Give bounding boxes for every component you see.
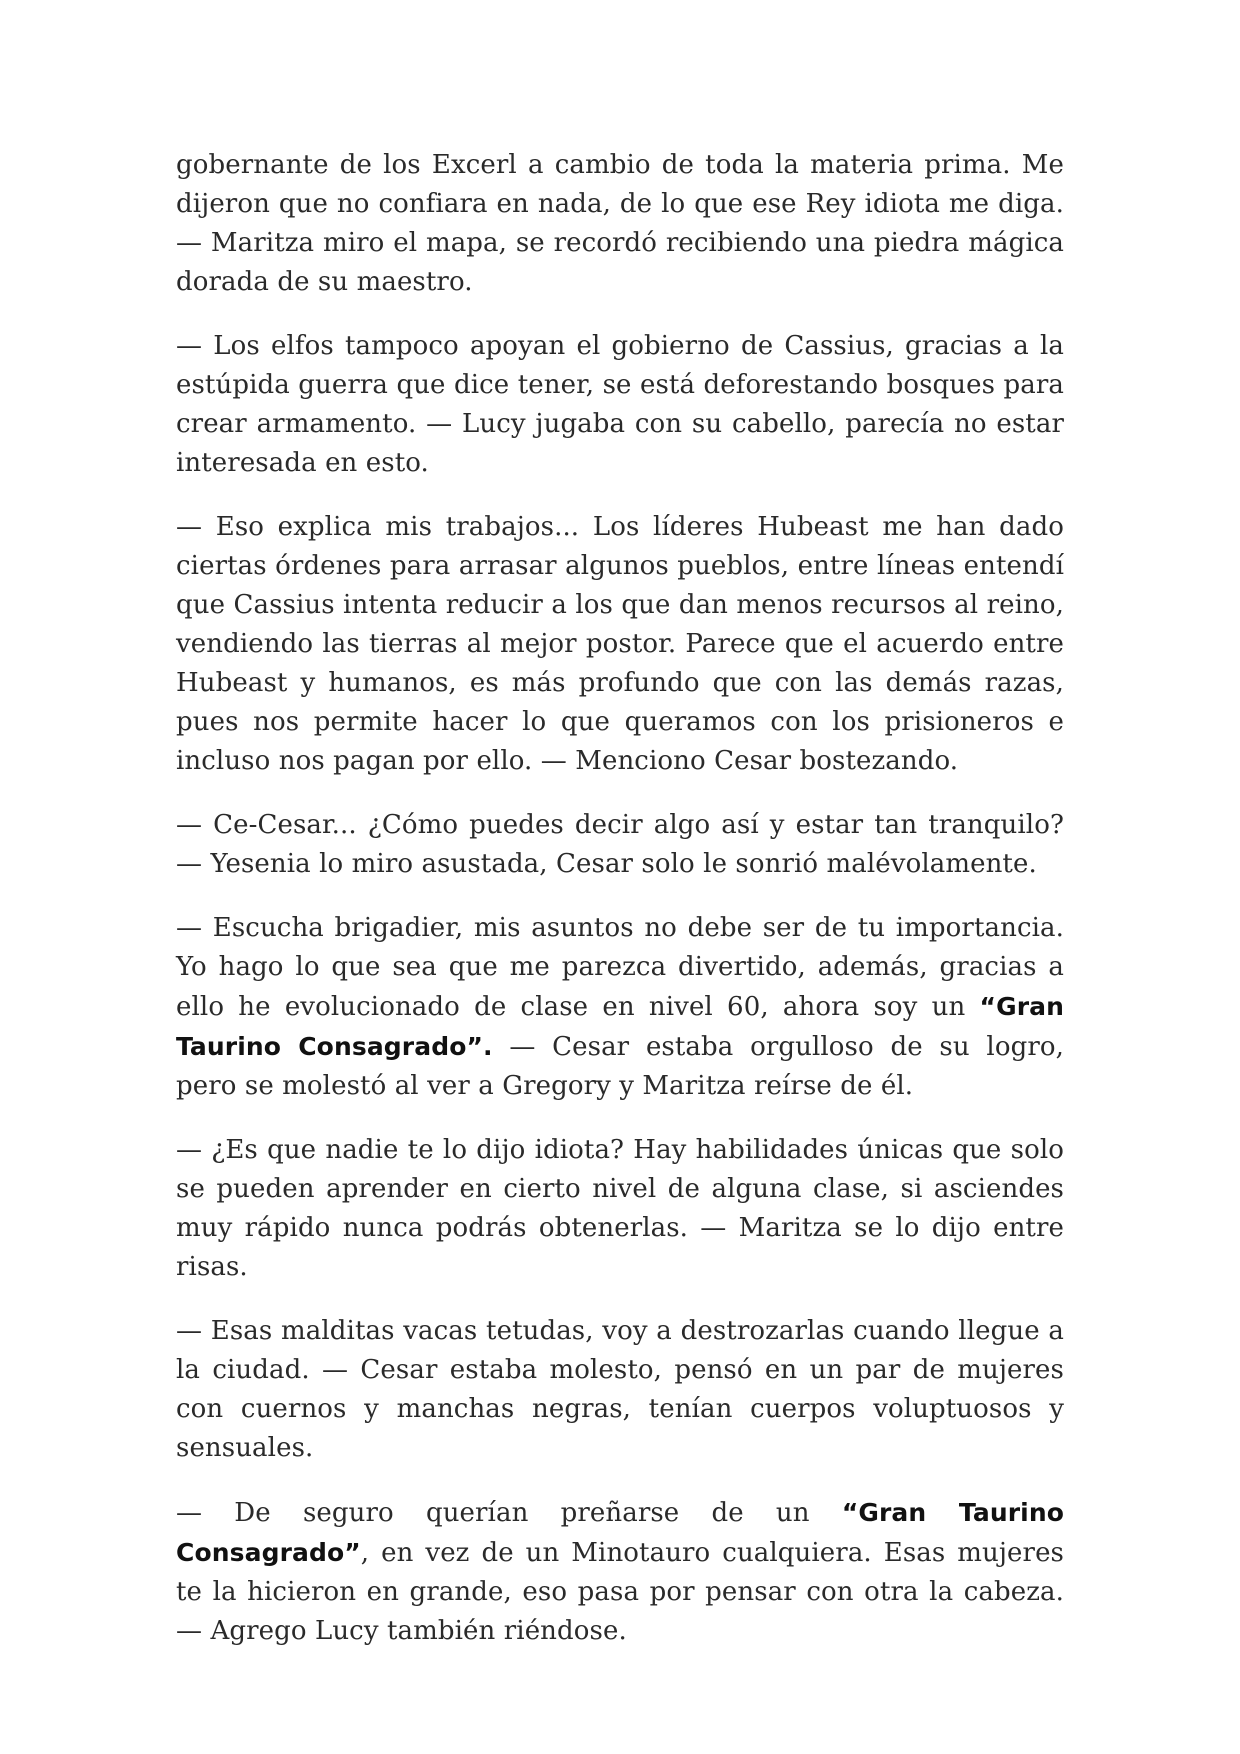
paragraph-5 [176, 909, 1064, 1106]
class-title-bold: “Gran Taurino Consagrado”. [176, 992, 1064, 1061]
paragraph-text: — Los elfos tampoco apoyan el gobierno de Cassius, gracias a la estúpida guerra que dice tener, se está deforestando bosques para crear armamento. — Lucy jugaba con su cabello, parecía no estar interesada en esto. [176, 331, 1064, 478]
paragraph-1 [176, 146, 1064, 302]
paragraph-4 [176, 806, 1064, 884]
paragraph-text: — Eso explica mis trabajos... Los líderes Hubeast me han dado ciertas órdenes para arrasar algunos pueblos, entre líneas entendí que Cassius intenta reducir a los que dan menos recursos al reino, vendiendo las tierras al mejor postor. Parece que el acuerdo entre Hubeast y humanos, es más profundo que con las demás razas, pues nos permite hacer lo que queramos con los prisioneros e incluso nos pagan por ello. — Menciono Cesar bostezando. [176, 512, 1064, 776]
body-text [176, 146, 1064, 1676]
paragraph-text: — ¿Es que nadie te lo dijo idiota? Hay habilidades únicas que solo se pueden aprender en cierto nivel de alguna clase, si asciendes muy rápido nunca podrás obtenerlas. — Maritza se lo dijo entre risas. [176, 1135, 1064, 1282]
paragraph-2 [176, 327, 1064, 483]
class-title-bold: “Gran Taurino Consagrado” [176, 1498, 1064, 1567]
paragraph-text: — De seguro querían preñarse de un [176, 1498, 842, 1528]
paragraph-text: , en vez de un Minotauro cualquiera. Esas mujeres te la hicieron en grande, eso pasa por pensar con otra la cabeza. — Agrego Lucy también riéndose. [176, 1538, 1064, 1646]
paragraph-text: — Ce-Cesar... ¿Cómo puedes decir algo así y estar tan tranquilo? — Yesenia lo miro asustada, Cesar solo le sonrió malévolamente. [176, 810, 1064, 879]
paragraph-text: — Cesar estaba orgulloso de su logro, pero se molestó al ver a Gregory y Maritza reírse de él. [176, 1032, 1064, 1101]
paragraph-text: — Esas malditas vacas tetudas, voy a destrozarlas cuando llegue a la ciudad. — Cesar estaba molesto, pensó en un par de mujeres con cuernos y manchas negras, tenían cuerpos voluptuosos y sensuales. [176, 1316, 1064, 1463]
paragraph-3 [176, 508, 1064, 781]
paragraph-text: — Escucha brigadier, mis asuntos no debe ser de tu importancia. Yo hago lo que sea que me parezca divertido, además, gracias a ello he evolucionado de clase en nivel 60, ahora soy un [176, 913, 1064, 1022]
paragraph-text: gobernante de los Excerl a cambio de toda la materia prima. Me dijeron que no confiara en nada, de lo que ese Rey idiota me diga. — Maritza miro el mapa, se recordó recibiendo una piedra mágica dorada de su maestro. [176, 150, 1064, 297]
paragraph-6 [176, 1131, 1064, 1287]
paragraph-7 [176, 1312, 1064, 1468]
paragraph-8 [176, 1493, 1064, 1651]
